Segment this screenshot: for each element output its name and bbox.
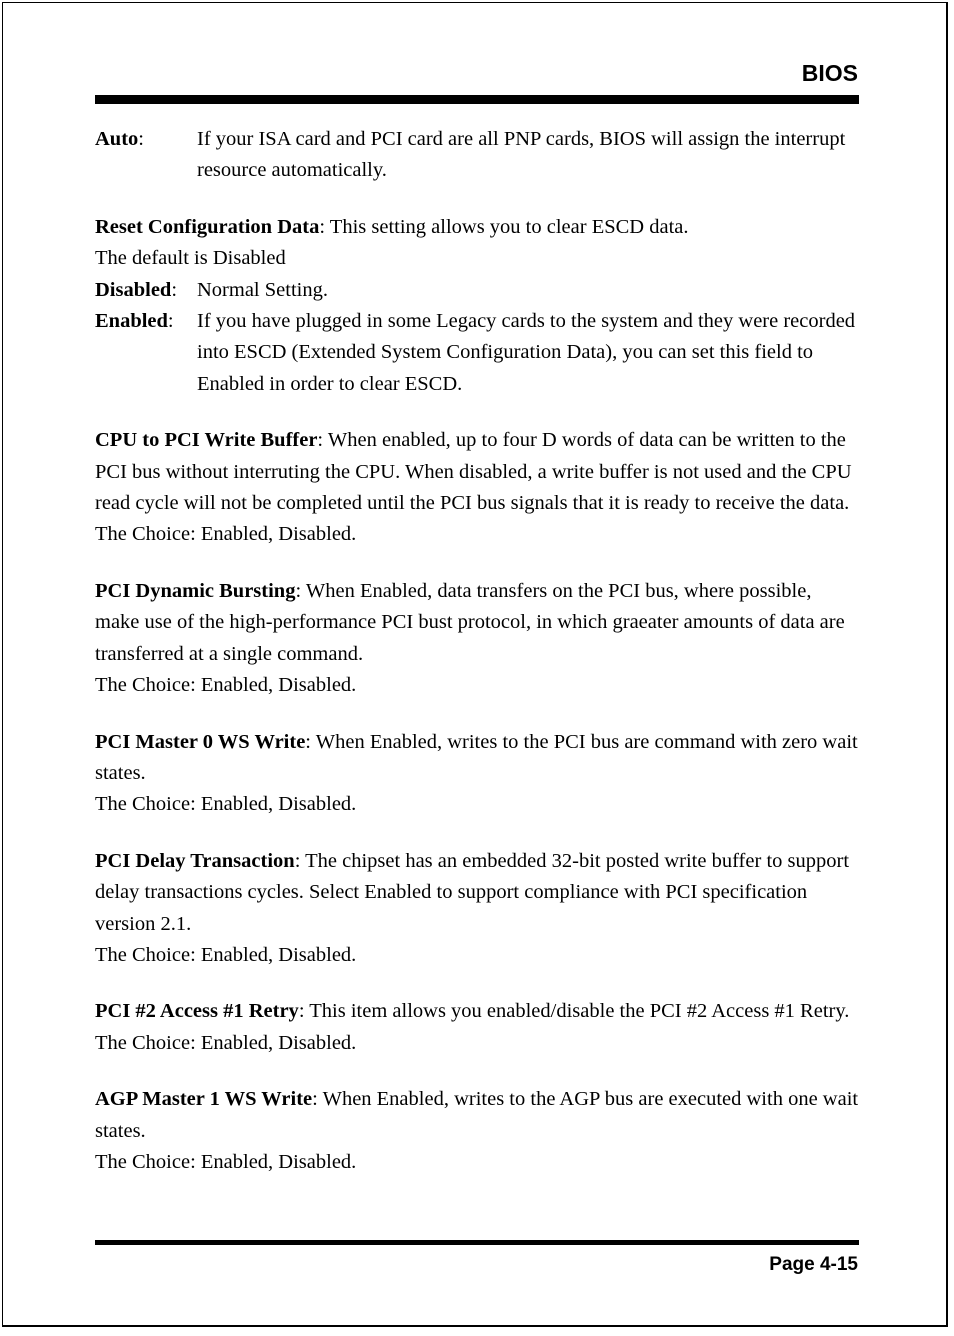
option-term: Disabled — [95, 278, 172, 301]
header-rule — [95, 95, 859, 104]
option-disabled — [95, 275, 860, 306]
setting-term: PCI Delay Transaction — [95, 849, 295, 872]
setting-reset-configuration-data — [95, 212, 860, 243]
setting-description: : This setting allows you to clear ESCD data. — [319, 215, 689, 238]
option-label — [95, 275, 197, 306]
setting-choice: The Choice: Enabled, Disabled. — [95, 1150, 357, 1173]
setting-description: : When enabled, up to four D words of data can be written to the PCI bus without interruting the CPU. When disabled, a write buffer is not used and the CPU read cycle will not be completed until the PCI bus signals that it is ready to receive the data. — [95, 429, 852, 515]
option-description: If your ISA card and PCI card are all PNP cards, BIOS will assign the interrupt resource automatically. — [197, 128, 846, 182]
setting-choice: The Choice: Enabled, Disabled. — [95, 943, 357, 966]
option-colon: : — [171, 278, 178, 301]
option-term: Enabled — [95, 310, 168, 333]
setting-pci-delay-transaction — [95, 846, 860, 940]
setting-description: : When Enabled, writes to the PCI bus are command with zero wait states. — [95, 730, 858, 784]
setting-agp-master-1-ws-write — [95, 1084, 860, 1147]
option-enabled — [95, 306, 860, 400]
option-term: Auto — [95, 128, 139, 150]
option-label — [95, 306, 197, 400]
setting-pci-2-access-1-retry — [95, 996, 860, 1027]
option-colon: : — [167, 310, 174, 333]
setting-description: : When Enabled, data transfers on the PCI bus, where possible, make use of the high-performance PCI bust protocol, in which graeater amounts of data are transferred at a single command. — [95, 579, 845, 665]
setting-pci-master-0-ws-write — [95, 727, 860, 790]
setting-term: PCI Master 0 WS Write — [95, 730, 306, 753]
setting-term: PCI #2 Access #1 Retry — [95, 1000, 299, 1023]
setting-choice: The Choice: Enabled, Disabled. — [95, 1031, 357, 1054]
footer-rule — [95, 1240, 859, 1245]
setting-choice: The Choice: Enabled, Disabled. — [95, 674, 357, 697]
option-colon: : — [138, 128, 144, 150]
option-label — [95, 124, 197, 187]
setting-description: : When Enabled, writes to the AGP bus are executed with one wait states. — [95, 1088, 859, 1142]
header-title: BIOS — [801, 60, 858, 86]
setting-choice: The Choice: Enabled, Disabled. — [95, 793, 357, 816]
setting-default: The default is Disabled — [95, 247, 286, 270]
setting-term: Reset Configuration Data — [95, 215, 320, 238]
setting-term: CPU to PCI Write Buffer — [95, 429, 318, 452]
page-content — [95, 124, 860, 1178]
page-number: Page 4-15 — [769, 1254, 858, 1275]
option-description: If you have plugged in some Legacy cards to the system and they were recorded into ESCD (Extended System Configuration Data), you can set this field to Enabled in order to clear ESCD. — [197, 310, 856, 395]
setting-description: : The chipset has an embedded 32-bit posted write buffer to support delay transactions cycles. Select Enabled to support compliance with PCI specification version 2.1. — [95, 849, 850, 935]
setting-description: : This item allows you enabled/disable the PCI #2 Access #1 Retry. — [298, 1000, 850, 1023]
setting-choice: The Choice: Enabled, Disabled. — [95, 523, 357, 546]
option-auto — [95, 124, 860, 187]
setting-cpu-to-pci-write-buffer — [95, 425, 860, 519]
setting-term: AGP Master 1 WS Write — [95, 1088, 313, 1111]
setting-term: PCI Dynamic Bursting — [95, 579, 296, 602]
setting-pci-dynamic-bursting — [95, 576, 860, 670]
option-description: Normal Setting. — [197, 278, 328, 301]
